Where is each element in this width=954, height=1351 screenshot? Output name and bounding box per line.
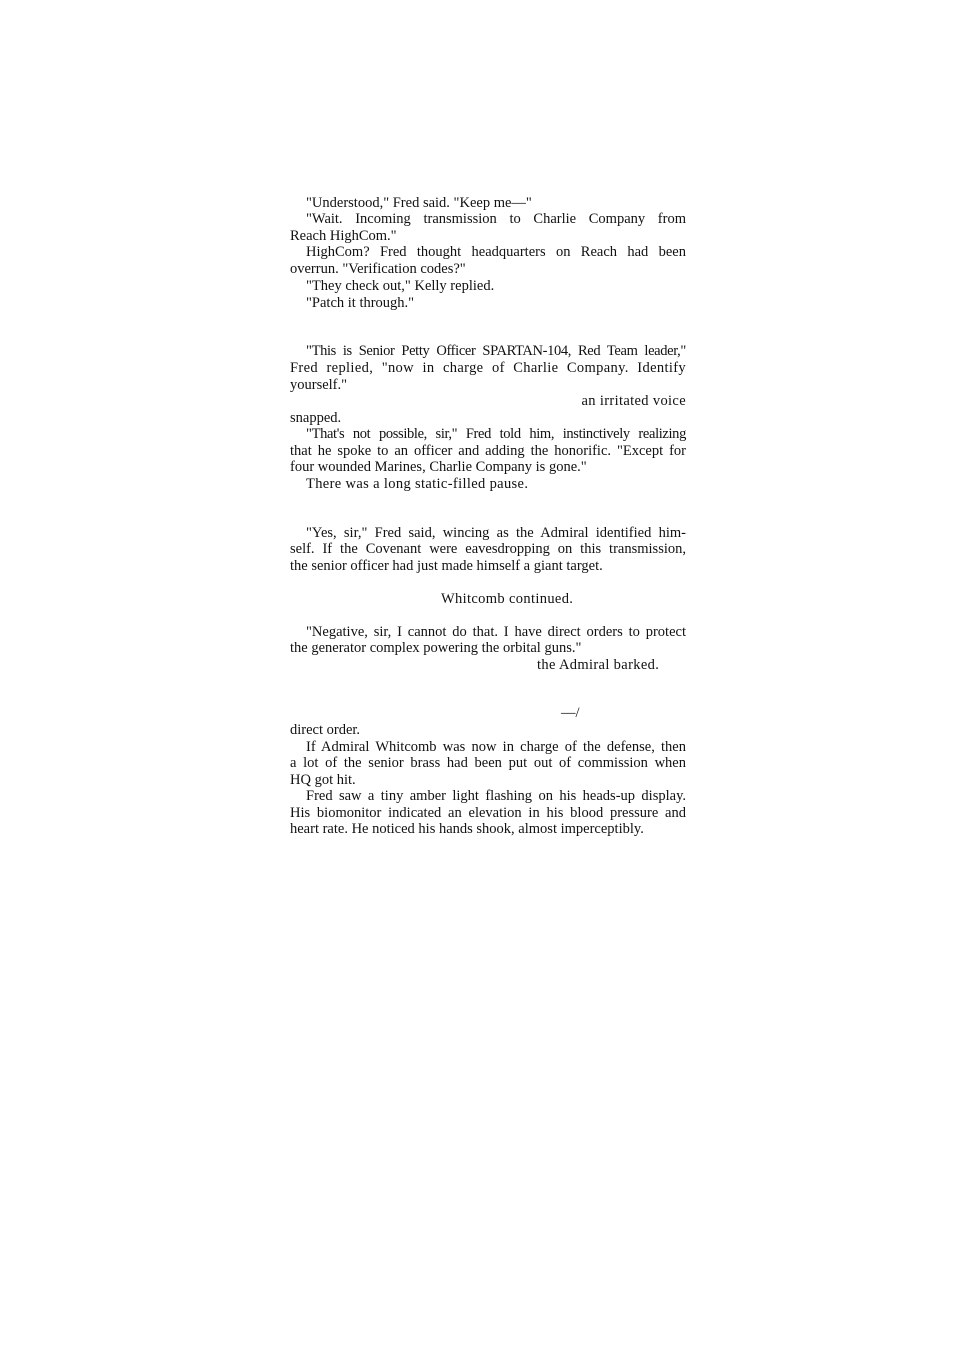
text-line: an irritated voice	[581, 393, 686, 409]
text-line: Fred replied, "now in charge of Charlie Company. Identify	[290, 360, 686, 376]
text-line: His biomonitor indicated an elevation in his blood pressure and	[290, 805, 686, 821]
text-line: the Admiral barked.	[537, 657, 660, 673]
text-line: direct order.	[290, 722, 361, 738]
text-line: "Yes, sir," Fred said, wincing as the Admiral identified him-	[306, 525, 686, 541]
text-line: heart rate. He noticed his hands shook, almost imperceptibly.	[290, 821, 644, 837]
text-line: self. If the Covenant were eavesdropping on this transmission,	[290, 541, 686, 557]
text-line: "This is Senior Petty Officer SPARTAN-104, Red Team leader,"	[306, 343, 686, 359]
text-line: "Negative, sir, I cannot do that. I have direct orders to protect	[306, 624, 686, 640]
text-line: the generator complex powering the orbital guns."	[290, 640, 582, 656]
text-line: HighCom? Fred thought headquarters on Reach had been	[306, 244, 686, 260]
text-line: four wounded Marines, Charlie Company is gone."	[290, 459, 587, 475]
text-line: There was a long static-filled pause.	[306, 476, 529, 492]
text-line: Fred saw a tiny amber light flashing on his heads-up display.	[306, 788, 686, 804]
text-line: that he spoke to an officer and adding the honorific. "Except for	[290, 443, 686, 459]
text-line: "Wait. Incoming transmission to Charlie Company from	[306, 211, 686, 227]
text-line: HQ got hit.	[290, 772, 356, 788]
text-line: "They check out," Kelly replied.	[306, 278, 495, 294]
text-line: —/	[561, 705, 580, 721]
text-line: overrun. "Verification codes?"	[290, 261, 466, 277]
text-line: snapped.	[290, 410, 342, 426]
text-line: "Understood," Fred said. "Keep me—"	[306, 195, 532, 211]
text-line: the senior officer had just made himself a giant target.	[290, 558, 603, 574]
text-line: a lot of the senior brass had been put out of commission when	[290, 755, 686, 771]
text-line: Whitcomb continued.	[441, 591, 574, 607]
text-line: "Patch it through."	[306, 295, 415, 311]
text-line: yourself."	[290, 377, 348, 393]
text-line: "That's not possible, sir," Fred told him, instinctively realizing	[306, 426, 686, 442]
text-line: Reach HighCom."	[290, 228, 397, 244]
text-line: If Admiral Whitcomb was now in charge of the defense, then	[306, 739, 686, 755]
